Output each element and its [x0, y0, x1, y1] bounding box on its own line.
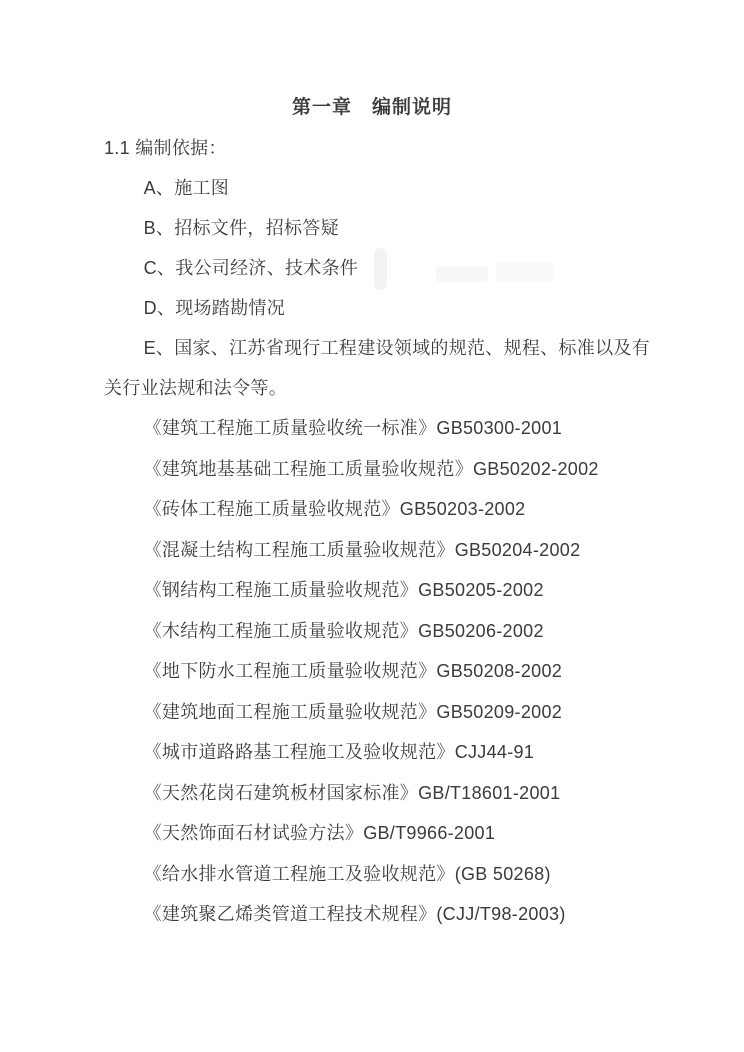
basis-item-d: D、现场踏勘情况 [143, 298, 285, 318]
standard-item: 《建筑工程施工质量验收统一标准》GB50300-2001 [143, 418, 563, 438]
standard-item: 《城市道路路基工程施工及验收规范》CJJ44-91 [143, 742, 535, 762]
standard-item: 《天然花岗石建筑板材国家标准》GB/T18601-2001 [143, 782, 561, 803]
standard-item: 《混凝土结构工程施工质量验收规范》GB50204-2002 [143, 539, 581, 560]
standard-item: 《建筑地基基础工程施工质量验收规范》GB50202-2002 [143, 458, 599, 479]
basis-item-e-line1: E、国家、江苏省现行工程建设领域的规范、规程、标准以及有 [143, 338, 650, 358]
standard-item: 《砖体工程施工质量验收规范》GB50203-2002 [143, 499, 526, 519]
basis-item-b: B、招标文件，招标答疑 [143, 218, 339, 238]
basis-item-c: C、我公司经济、技术条件 [143, 258, 359, 278]
chapter-title: 第一章 编制说明 [291, 97, 452, 118]
standard-item: 《建筑聚乙烯类管道工程技术规程》(CJJ/T98-2003) [143, 904, 566, 924]
section-heading: 1.1 编制依据： [104, 138, 227, 158]
standard-item: 《给水排水管道工程施工及验收规范》(GB 50268) [143, 863, 551, 884]
standard-item: 《天然饰面石材试验方法》GB/T9966-2001 [143, 823, 496, 843]
standard-item: 《建筑地面工程施工质量验收规范》GB50209-2002 [143, 701, 563, 722]
standard-item: 《地下防水工程施工质量验收规范》GB50208-2002 [143, 661, 563, 681]
standard-item: 《木结构工程施工质量验收规范》GB50206-2002 [143, 620, 544, 641]
basis-item-a: A、施工图 [143, 178, 230, 198]
basis-item-e-line2: 关行业法规和法令等。 [104, 378, 287, 398]
standard-item: 《钢结构工程施工质量验收规范》GB50205-2002 [143, 580, 544, 600]
